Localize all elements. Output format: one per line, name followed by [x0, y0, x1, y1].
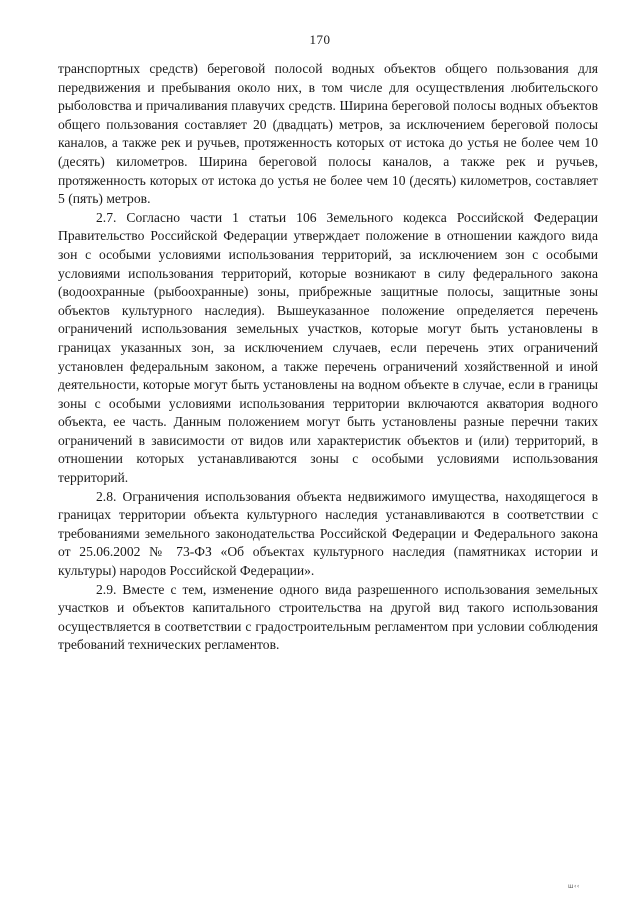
paragraph-continuation: транспортных средств) береговой полосой водных объектов общего пользования для передвижения и пребывания около них, в том числе для осуществления любительского рыболовства и причаливания плавучих средств. Ширина береговой полосы водных объектов общего пользования составляет 20 (двадцать) метров, за исключением береговой полосы каналов, а также рек и ручьев, протяженность которых от истока до устья не более чем 10 (десять) километров. Ширина береговой полосы каналов, а также рек и ручьев, протяженность которых от истока до устья не более чем 10 (десять) километров, составляет 5 (пять) метров. — [58, 61, 598, 207]
paragraph-2-9: 2.9. Вместе с тем, изменение одного вида разрешенного использования земельных участков и объектов капитального строительства на другой вид такого использования осуществляется в соответствии с градостроительным регламентом при условии соблюдения требований технических регламентов. — [58, 581, 598, 653]
page-number: 170 — [309, 32, 331, 47]
paragraph-2-7: 2.7. Согласно части 1 статьи 106 Земельного кодекса Российской Федерации Правительство Российской Федерации утверждает положение в отношении каждого вида зон с особыми условиями использования территорий, за исключением зон с особыми условиями использования территорий, которые возникают в силу федерального закона (водоохранные (рыбоохранные) зоны, прибрежные защитные полосы, защитные зоны объектов культурного наследия). Вышеуказанное положение определяется перечень ограничений использования земельных участков, которые могут быть установлены в границах указанных зон, за исключением случаев, если перечень этих ограничений установлен федеральным законом, а также перечень ограничений хозяйственной и иной деятельности, которые могут быть установлены на водном объекте в случае, если в границы зоны с особыми условиями использования территории включаются акватория водного объекта, ее часть. Данным положением могут быть установлены разные перечни таких ограничений в зависимости от видов или характеристик объектов и (или) территорий, в отношении которых устанавливаются зоны с особыми условиями использования территорий. — [58, 209, 598, 486]
paragraph-2-8: 2.8. Ограничения использования объекта недвижимого имущества, находящегося в границах территории объекта культурного наследия устанавливаются в соответствии с требованиями земельного законодательства Российской Федерации и Федерального закона от 25.06.2002 № 73-ФЗ «Об объектах культурного наследия (памятниках истории и культуры) народов Российской Федерации». — [58, 488, 598, 579]
document-body — [58, 60, 598, 655]
footer-mark: ш‹‹ — [568, 883, 580, 890]
